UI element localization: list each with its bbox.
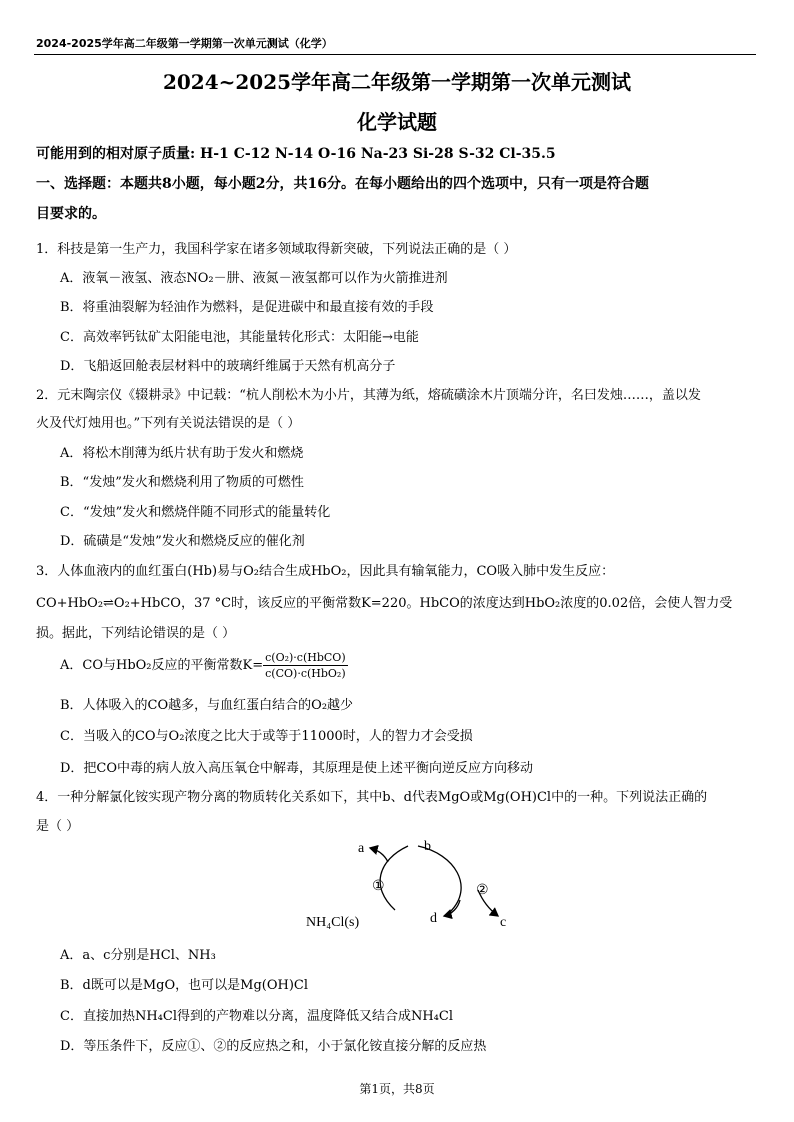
fraction-numerator: c(O₂)·c(HbCO) <box>265 651 346 664</box>
q1-option-c: C．高效率钙钛矿太阳能电池，其能量转化形式：太阳能→电能 <box>60 330 419 345</box>
section-heading-line2: 目要求的。 <box>36 206 106 222</box>
q1-stem: 1．科技是第一生产力，我国科学家在诸多领域取得新突破，下列说法正确的是（ ） <box>36 242 517 257</box>
q2-option-d: D．硫磺是“发烛”发火和燃烧反应的催化剂 <box>60 534 305 549</box>
q4-option-b: B．d既可以是MgO，也可以是Mg(OH)Cl <box>60 978 309 993</box>
page-number: 第1页，共8页 <box>359 1082 435 1096</box>
q2-option-a: A．将松木削薄为纸片状有助于发火和燃烧 <box>60 446 304 461</box>
fraction-denominator: c(CO)·c(HbO₂) <box>265 667 346 680</box>
q3-option-a <box>60 650 348 681</box>
q3-option-b: B．人体吸入的CO越多，与血红蛋白结合的O₂越少 <box>60 698 354 713</box>
equilibrium-constant-fraction <box>263 650 347 681</box>
label-d: d <box>430 911 437 926</box>
header-rule <box>34 54 756 55</box>
q3-stem-line1: 3．人体血液内的血红蛋白(Hb)易与O₂结合生成HbO₂，因此具有输氧能力，CO吸入肺中发生反应： <box>36 564 615 579</box>
label-step1: ① <box>372 879 385 894</box>
q2-option-c: C．“发烛”发火和燃烧伴随不同形式的能量转化 <box>60 505 331 520</box>
q1-option-a: A．液氧－液氢、液态NO₂－肼、液氮－液氢都可以作为火箭推进剂 <box>60 271 448 286</box>
cycle-arc-right <box>418 846 461 912</box>
q1-option-d: D．飞船返回舱表层材料中的玻璃纤维属于天然有机高分子 <box>60 359 396 374</box>
q3-option-d: D．把CO中毒的病人放入高压氧仓中解毒，其原理是使上述平衡向逆反应方向移动 <box>60 761 534 776</box>
q3-stem-line2: CO+HbO₂⇌O₂+HbCO，37 °C时，该反应的平衡常数K=220。HbCO的浓度达到HbO₂浓度的0.02倍，会使人智力受 <box>36 596 733 611</box>
q4-stem-line2: 是（ ） <box>36 819 80 834</box>
label-c: c <box>500 915 507 930</box>
arrow-to-a <box>370 848 388 862</box>
label-nh4cl: NH₄Cl(s) <box>306 915 360 930</box>
q3-stem-line3: 损。据此，下列结论错误的是（ ） <box>36 626 236 641</box>
exam-title: 2024~2025学年高二年级第一学期第一次单元测试 <box>162 70 632 94</box>
q4-stem-line1: 4．一种分解氯化铵实现产物分离的物质转化关系如下，其中b、d代表MgO或Mg(OH)Cl中的一种。下列说法正确的 <box>36 790 708 805</box>
q4-option-c: C．直接加热NH₄Cl得到的产物难以分离，温度降低又结合成NH₄Cl <box>60 1009 454 1024</box>
q2-option-b: B．“发烛”发火和燃烧利用了物质的可燃性 <box>60 475 304 490</box>
atomic-masses: 可能用到的相对原子质量: H-1 C-12 N-14 O-16 Na-23 Si-28 S-32 Cl-35.5 <box>36 146 556 162</box>
q3-option-a-prefix: A．CO与HbO₂反应的平衡常数K= <box>60 658 264 673</box>
exam-subject: 化学试题 <box>357 110 437 134</box>
q1-option-b: B．将重油裂解为轻油作为燃料，是促进碳中和最直接有效的手段 <box>60 300 434 315</box>
label-step2: ② <box>476 883 489 898</box>
conversion-cycle-diagram <box>300 832 520 942</box>
q4-option-d: D．等压条件下，反应①、②的反应热之和，小于氯化铵直接分解的反应热 <box>60 1039 487 1054</box>
section-heading-line1: 一、选择题：本题共8小题，每小题2分，共16分。在每小题给出的四个选项中，只有一项是符合题 <box>36 176 649 192</box>
q4-option-a: A．a、c分别是HCl、NH₃ <box>60 948 216 963</box>
label-a: a <box>358 841 365 856</box>
q2-stem-line1: 2．元末陶宗仪《辍耕录》中记载：“杭人削松木为小片，其薄为纸，熔硫磺涂木片顶端分许，名曰发烛……，盖以发 <box>36 388 701 403</box>
q3-option-c: C．当吸入的CO与O₂浓度之比大于或等于11000时，人的智力才会受损 <box>60 729 473 744</box>
label-b: b <box>424 839 431 854</box>
q2-stem-line2: 火及代灯烛用也。”下列有关说法错误的是（ ） <box>36 416 301 431</box>
running-header: 2024-2025学年高二年级第一学期第一次单元测试（化学） <box>36 37 333 50</box>
